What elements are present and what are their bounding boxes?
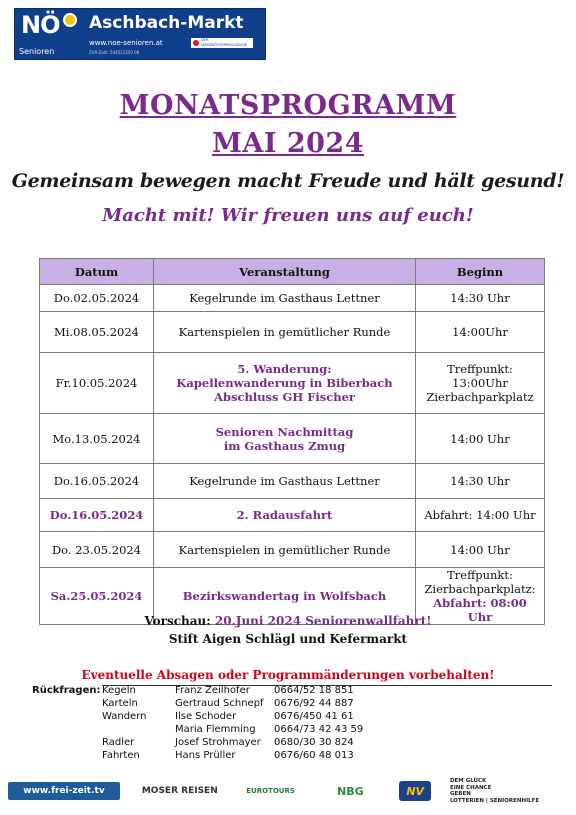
row-date: Fr.10.05.2024 xyxy=(40,353,154,414)
sponsor-eurotours-logo: EUROTOURS xyxy=(246,787,295,795)
contacts-label: Rückfragen: xyxy=(32,685,101,696)
row-begin: 14:00 Uhr xyxy=(416,414,545,464)
page-title: MONATSPROGRAMM xyxy=(119,90,457,121)
preview-note xyxy=(0,614,576,628)
list-item xyxy=(32,685,362,698)
row-date: Do. 23.05.2024 xyxy=(40,532,154,568)
row-event: Kartenspielen in gemütlicher Runde xyxy=(154,312,416,353)
sponsor-moser-logo: MOSER REISEN xyxy=(141,786,218,796)
logo-title: Aschbach-Markt xyxy=(89,13,244,33)
begin-line: Treffpunkt: xyxy=(447,362,513,376)
table-header-row xyxy=(40,259,545,285)
contact-name: Ilse Schoder xyxy=(175,711,237,722)
row-date: Do.16.05.2024 xyxy=(40,499,154,532)
lotto-line: DEM GLÜCK xyxy=(449,778,487,784)
slogan-invite: Macht mit! Wir freuen uns auf euch! xyxy=(102,205,474,226)
contact-category: Radler xyxy=(102,737,135,748)
row-begin: 14:00Uhr xyxy=(416,312,545,353)
event-line: Abschluss GH Fischer xyxy=(214,390,355,404)
begin-line: Treffpunkt: xyxy=(447,568,513,582)
change-notice: Eventuelle Absagen oder Programmänderungen vorbehalten! xyxy=(81,668,495,682)
contact-phone: 0676/60 48 013 xyxy=(274,750,354,761)
row-begin xyxy=(416,353,545,414)
row-begin: Abfahrt: 14:00 Uhr xyxy=(416,499,545,532)
row-date: Do.02.05.2024 xyxy=(40,285,154,312)
contact-phone: 0664/73 42 43 59 xyxy=(274,724,364,735)
list-item xyxy=(32,750,362,763)
table-row xyxy=(40,499,545,532)
lotto-line: LOTTERIEN | SENIORENHILFE xyxy=(449,797,540,804)
slogan: Gemeinsam bewegen macht Freude und hält gesund! xyxy=(11,170,565,192)
begin-line: 13:00Uhr xyxy=(452,376,508,390)
contact-name: Hans Prüller xyxy=(175,750,236,761)
contact-category: Kegeln xyxy=(102,685,136,696)
noe-logo-mark xyxy=(15,9,81,59)
preview-date: 20.Juni 2024 xyxy=(214,614,302,628)
event-line: 5. Wanderung: xyxy=(237,362,332,376)
logo-brand: NÖ xyxy=(21,11,60,39)
sun-icon xyxy=(63,13,77,27)
contact-name: Gertraud Schnepf xyxy=(175,698,264,709)
preview-location: Stift Aigen Schlägl und Kefermarkt xyxy=(168,632,408,646)
list-item xyxy=(32,737,362,750)
table-row xyxy=(40,532,545,568)
contact-category: Fahrten xyxy=(102,750,140,761)
contact-phone: 0676/92 44 887 xyxy=(274,698,354,709)
contact-phone: 0664/52 18 851 xyxy=(274,685,354,696)
begin-line: Zierbachparkplatz xyxy=(426,390,534,404)
lotto-line: GEBEN xyxy=(449,791,471,797)
preview-label: Vorschau: xyxy=(144,614,211,628)
event-line: im Gasthaus Zmug xyxy=(223,438,346,453)
header-begin: Beginn xyxy=(416,259,545,285)
sponsor-frei-zeit-logo: www.frei-zeit.tv xyxy=(8,782,120,800)
sponsor-nbg-logo: NBG xyxy=(337,784,364,798)
event-line: Senioren Nachmittag xyxy=(215,424,354,439)
row-event: Kegelrunde im Gasthaus Lettner xyxy=(154,285,416,312)
sponsor-bar xyxy=(8,776,568,806)
contact-phone: 0680/30 30 824 xyxy=(274,737,354,748)
club-logo xyxy=(14,8,266,60)
contact-name: Maria Flemming xyxy=(175,724,256,735)
row-event: 2. Radausfahrt xyxy=(154,499,416,532)
row-begin: 14:30 Uhr xyxy=(416,285,545,312)
list-item xyxy=(32,711,362,724)
contact-phone: 0676/450 41 61 xyxy=(274,711,354,722)
lotto-line: EINE CHANCE xyxy=(449,784,492,791)
contact-category: Wandern xyxy=(102,711,147,722)
list-item xyxy=(32,724,362,737)
sponsor-nv-logo: NV xyxy=(399,781,431,801)
row-event: Kegelrunde im Gasthaus Lettner xyxy=(154,464,416,499)
table-row xyxy=(40,414,545,464)
row-event: Kartenspielen in gemütlicher Runde xyxy=(154,532,416,568)
begin-line: Zierbachparkplatz: xyxy=(424,582,536,596)
table-row xyxy=(40,312,545,353)
logo-badge: DER NIEDERÖSTERREICHISCHE SENIORENBUND xyxy=(191,38,253,48)
row-event: Bezirkswandertag in Wolfsbach xyxy=(154,568,416,625)
event-line: Kapellenwanderung in Biberbach xyxy=(176,376,393,390)
logo-brand-sub: Senioren xyxy=(19,47,55,56)
row-date: Mo.13.05.2024 xyxy=(40,414,154,464)
row-begin: 14:30 Uhr xyxy=(416,464,545,499)
sponsor-lotterien-logo xyxy=(450,778,568,804)
row-date: Do.16.05.2024 xyxy=(40,464,154,499)
logo-url: www.noe-senioren.at xyxy=(89,39,163,47)
table-row xyxy=(40,285,545,312)
preview-event: Seniorenwallfahrt! xyxy=(305,614,432,628)
list-item xyxy=(32,698,362,711)
row-event xyxy=(154,353,416,414)
contact-list xyxy=(32,685,362,763)
program-table xyxy=(39,258,545,625)
header-date: Datum xyxy=(40,259,154,285)
row-date: Mi.08.05.2024 xyxy=(40,312,154,353)
begin-line: Abfahrt: 08:00 Uhr xyxy=(433,596,527,624)
row-date: Sa.25.05.2024 xyxy=(40,568,154,625)
table-row xyxy=(40,464,545,499)
page-subtitle-month: MAI 2024 xyxy=(211,128,364,159)
contact-name: Josef Strohmayer xyxy=(175,737,261,748)
header-event: Veranstaltung xyxy=(154,259,416,285)
table-row xyxy=(40,353,545,414)
contact-name: Franz Zeilhofer xyxy=(175,685,250,696)
contact-category: Karteln xyxy=(102,698,138,709)
row-begin: 14:00 Uhr xyxy=(416,532,545,568)
logo-zvr: ZVR-Zahl: 544511250 06 xyxy=(89,50,140,55)
row-event xyxy=(154,414,416,464)
